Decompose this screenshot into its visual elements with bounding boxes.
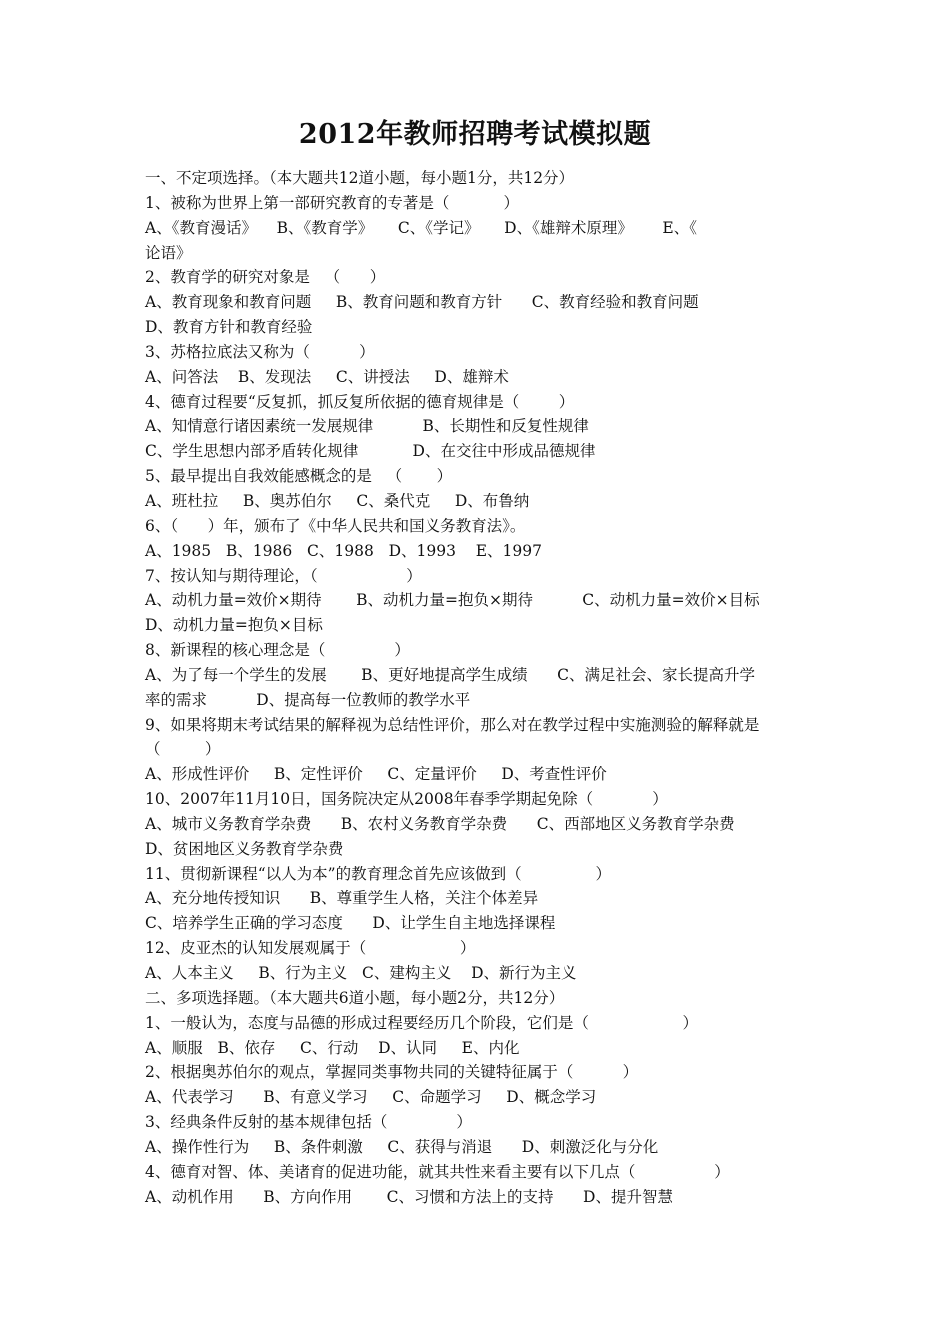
text-line: A、充分地传授知识 B、尊重学生人格，关注个体差异 (145, 889, 539, 908)
text-line: A、《教育漫话》 B、《教育学》 C、《学记》 D、《雄辩术原理》 E、《 (145, 218, 697, 237)
text-line: 论语》 (145, 243, 192, 262)
text-line: 10、2007年11月10日，国务院决定从2008年春季学期起免除（ ） (145, 790, 668, 809)
text-line: 2、根据奥苏伯尔的观点，掌握同类事物共同的关键特征属于（ ） (145, 1063, 639, 1082)
text-line: D、教育方针和教育经验 (145, 318, 313, 337)
text-line: D、动机力量=抱负×目标 (145, 616, 323, 635)
text-line: 二、多项选择题。（本大题共6道小题，每小题2分，共12分） (145, 988, 565, 1007)
page-title: 2012年教师招聘考试模拟题 (298, 119, 652, 150)
text-line: A、教育现象和教育问题 B、教育问题和教育方针 C、教育经验和教育问题 (145, 293, 699, 312)
text-line: A、1985 B、1986 C、1988 D、1993 E、1997 (145, 541, 542, 560)
text-line: 3、苏格拉底法又称为（ ） (145, 342, 375, 361)
text-line: 1、一般认为，态度与品德的形成过程要经历几个阶段，它们是（ ） (145, 1013, 698, 1032)
text-line: A、代表学习 B、有意义学习 C、命题学习 D、概念学习 (145, 1088, 597, 1107)
exam-body (145, 166, 815, 1209)
text-line: 7、按认知与期待理论，（ ） (145, 566, 422, 585)
text-line: C、培养学生正确的学习态度 D、让学生自主地选择课程 (145, 914, 556, 933)
text-line: D、贫困地区义务教育学杂费 (145, 839, 344, 858)
text-line: A、知情意行诸因素统一发展规律 B、长期性和反复性规律 (145, 417, 589, 436)
text-line: 6、（ ）年，颁布了《中华人民共和国义务教育法》。 (145, 516, 526, 535)
text-line: A、动机作用 B、方向作用 C、习惯和方法上的支持 D、提升智慧 (145, 1187, 673, 1206)
text-line: A、人本主义 B、行为主义 C、建构主义 D、新行为主义 (145, 964, 577, 982)
text-line: 率的需求 D、提高每一位教师的教学水平 (145, 690, 471, 709)
text-line: A、城市义务教育学杂费 B、农村义务教育学杂费 C、西部地区义务教育学杂费 (145, 814, 735, 833)
text-line: 9、如果将期末考试结果的解释视为总结性评价，那么对在教学过程中实施测验的解释就是 (145, 715, 760, 734)
text-line: 11、贯彻新课程“以人为本”的教育理念首先应该做到（ ） (145, 864, 611, 883)
text-line: 3、经典条件反射的基本规律包括（ ） (145, 1113, 472, 1132)
text-line: A、顺服 B、依存 C、行动 D、认同 E、内化 (145, 1038, 520, 1057)
text-line: A、动机力量=效价×期待 B、动机力量=抱负×期待 C、动机力量=效价×目标 (145, 591, 760, 610)
text-line: 1、被称为世界上第一部研究教育的专著是（ ） (145, 193, 520, 212)
text-line: 5、最早提出自我效能感概念的是 （ ） (145, 467, 453, 486)
text-line: A、为了每一个学生的发展 B、更好地提高学生成绩 C、满足社会、家长提高升学 (145, 665, 755, 684)
text-line: 4、德育过程要“反复抓，抓反复所依据的德育规律是（ ） (145, 392, 575, 411)
text-line: A、操作性行为 B、条件刺激 C、获得与消退 D、刺激泛化与分化 (145, 1137, 659, 1156)
text-line: 一、不定项选择。（本大题共12道小题，每小题1分，共12分） (145, 169, 575, 187)
text-line: 2、教育学的研究对象是 （ ） (145, 268, 386, 287)
text-line: 8、新课程的核心理念是（ ） (145, 641, 410, 660)
text-line: （ ） (145, 740, 221, 759)
text-line: 4、德育对智、体、美诸育的促进功能，就其共性来看主要有以下几点（ ） (145, 1162, 730, 1181)
text-line: A、班杜拉 B、奥苏伯尔 C、桑代克 D、布鲁纳 (145, 491, 530, 510)
text-line: 12、皮亚杰的认知发展观属于（ ） (145, 939, 476, 958)
text-line: A、问答法 B、发现法 C、讲授法 D、雄辩术 (145, 367, 509, 386)
text-line: A、形成性评价 B、定性评价 C、定量评价 D、考查性评价 (145, 765, 607, 784)
text-line: C、学生思想内部矛盾转化规律 D、在交往中形成品德规律 (145, 442, 596, 461)
